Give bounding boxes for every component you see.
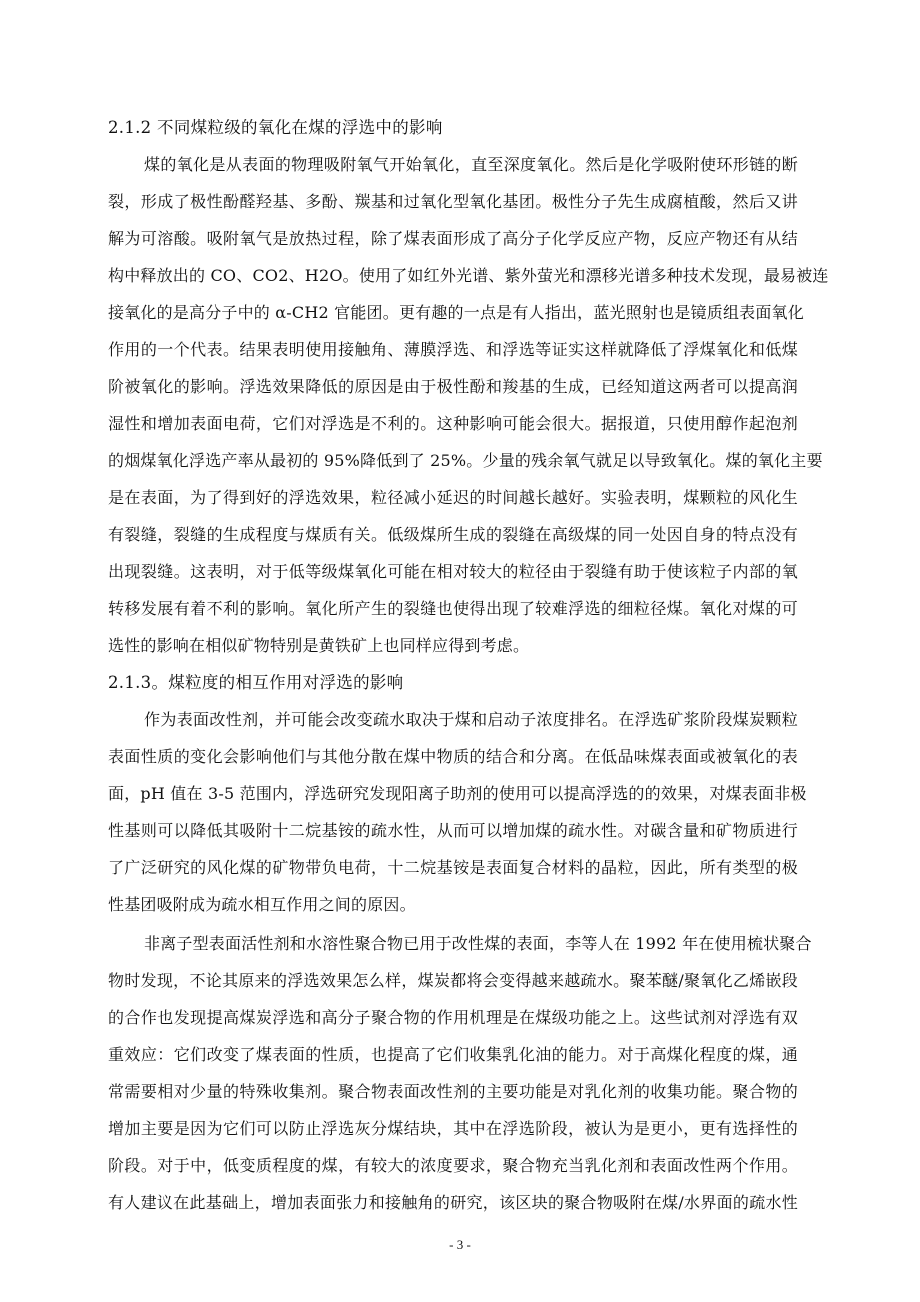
text-line: 增加主要是因为它们可以防止浮选灰分煤结块，其中在浮选阶段，被认为是更小，更有选择性的 [108,1119,798,1138]
text-line: 阶被氧化的影响。浮选效果降低的原因是由于极性酚和羧基的生成，已经知道这两者可以提高润 [108,377,798,396]
text-line: 是在表面，为了得到好的浮选效果，粒径减小延迟的时间越长越好。实验表明，煤颗粒的风化生 [108,488,798,507]
text-line: 物时发现，不论其原来的浮选效果怎么样，煤炭都将会变得越来越疏水。聚苯醚/聚氧化乙烯嵌段 [108,971,798,990]
text-line: 作为表面改性剂，并可能会改变疏水取决于煤和启动子浓度排名。在浮选矿浆阶段煤炭颗粒 [144,710,798,729]
text-line: 解为可溶酸。吸附氧气是放热过程，除了煤表面形成了高分子化学反应产物，反应产物还有从结 [108,229,798,248]
text-line: 裂，形成了极性酚醛羟基、多酚、羰基和过氧化型氧化基团。极性分子先生成腐植酸，然后又讲 [108,192,798,211]
section-heading-2-1-3: 2.1.3。煤粒度的相互作用对浮选的影响 [108,673,404,692]
section-heading-2-1-2: 2.1.2 不同煤粒级的氧化在煤的浮选中的影响 [108,118,443,137]
text-line: 转移发展有着不利的影响。氧化所产生的裂缝也使得出现了较难浮选的细粒径煤。氧化对煤的可 [108,599,798,618]
text-line: 面，pH 值在 3-5 范围内，浮选研究发现阳离子助剂的使用可以提高浮选的的效果，对煤表面非极 [108,784,807,803]
text-line: 构中释放出的 CO、CO2、H2O。使用了如红外光谱、紫外萤光和漂移光谱多种技术发现，最易被连 [108,266,829,285]
text-line: 表面性质的变化会影响他们与其他分散在煤中物质的结合和分离。在低品味煤表面或被氧化的表 [108,747,798,766]
text-line: 常需要相对少量的特殊收集剂。聚合物表面改性剂的主要功能是对乳化剂的收集功能。聚合物的 [108,1082,798,1101]
text-line: 有人建议在此基础上，增加表面张力和接触角的研究，该区块的聚合物吸附在煤/水界面的疏水性 [108,1193,798,1212]
text-line: 选性的影响在相似矿物特别是黄铁矿上也同样应得到考虑。 [108,636,530,655]
text-line: 性基则可以降低其吸附十二烷基铵的疏水性，从而可以增加煤的疏水性。对碳含量和矿物质进行 [108,821,798,840]
text-line: 作用的一个代表。结果表明使用接触角、薄膜浮选、和浮选等证实这样就降低了浮煤氧化和低煤 [108,340,798,359]
page-number: - 3 - [449,1237,471,1252]
text-line: 阶段。对于中，低变质程度的煤，有较大的浓度要求，聚合物充当乳化剂和表面改性两个作用。 [108,1156,798,1175]
text-line: 有裂缝，裂缝的生成程度与煤质有关。低级煤所生成的裂缝在高级煤的同一处因自身的特点没有 [108,525,798,544]
text-line: 接氧化的是高分子中的 α-CH2 官能团。更有趣的一点是有人指出，蓝光照射也是镜质组表面氧化 [108,303,804,322]
text-line: 非离子型表面活性剂和水溶性聚合物已用于改性煤的表面，李等人在 1992 年在使用梳状聚合 [144,934,812,953]
text-line: 性基团吸附成为疏水相互作用之间的原因。 [108,895,416,914]
text-line: 煤的氧化是从表面的物理吸附氧气开始氧化，直至深度氧化。然后是化学吸附使环形链的断 [144,155,798,174]
text-line: 重效应：它们改变了煤表面的性质，也提高了它们收集乳化油的能力。对于高煤化程度的煤，通 [108,1045,798,1064]
text-line: 的合作也发现提高煤炭浮选和高分子聚合物的作用机理是在煤级功能之上。这些试剂对浮选有双 [108,1008,798,1027]
text-line: 了广泛研究的风化煤的矿物带负电荷，十二烷基铵是表面复合材料的晶粒，因此，所有类型的极 [108,858,798,877]
text-line: 出现裂缝。这表明，对于低等级煤氧化可能在相对较大的粒径由于裂缝有助于使该粒子内部的氧 [108,562,798,581]
text-line: 湿性和增加表面电荷，它们对浮选是不利的。这种影响可能会很大。据报道，只使用醇作起泡剂 [108,414,798,433]
text-line: 的烟煤氧化浮选产率从最初的 95%降低到了 25%。少量的残余氧气就足以导致氧化。煤的氧化主要 [108,451,823,470]
